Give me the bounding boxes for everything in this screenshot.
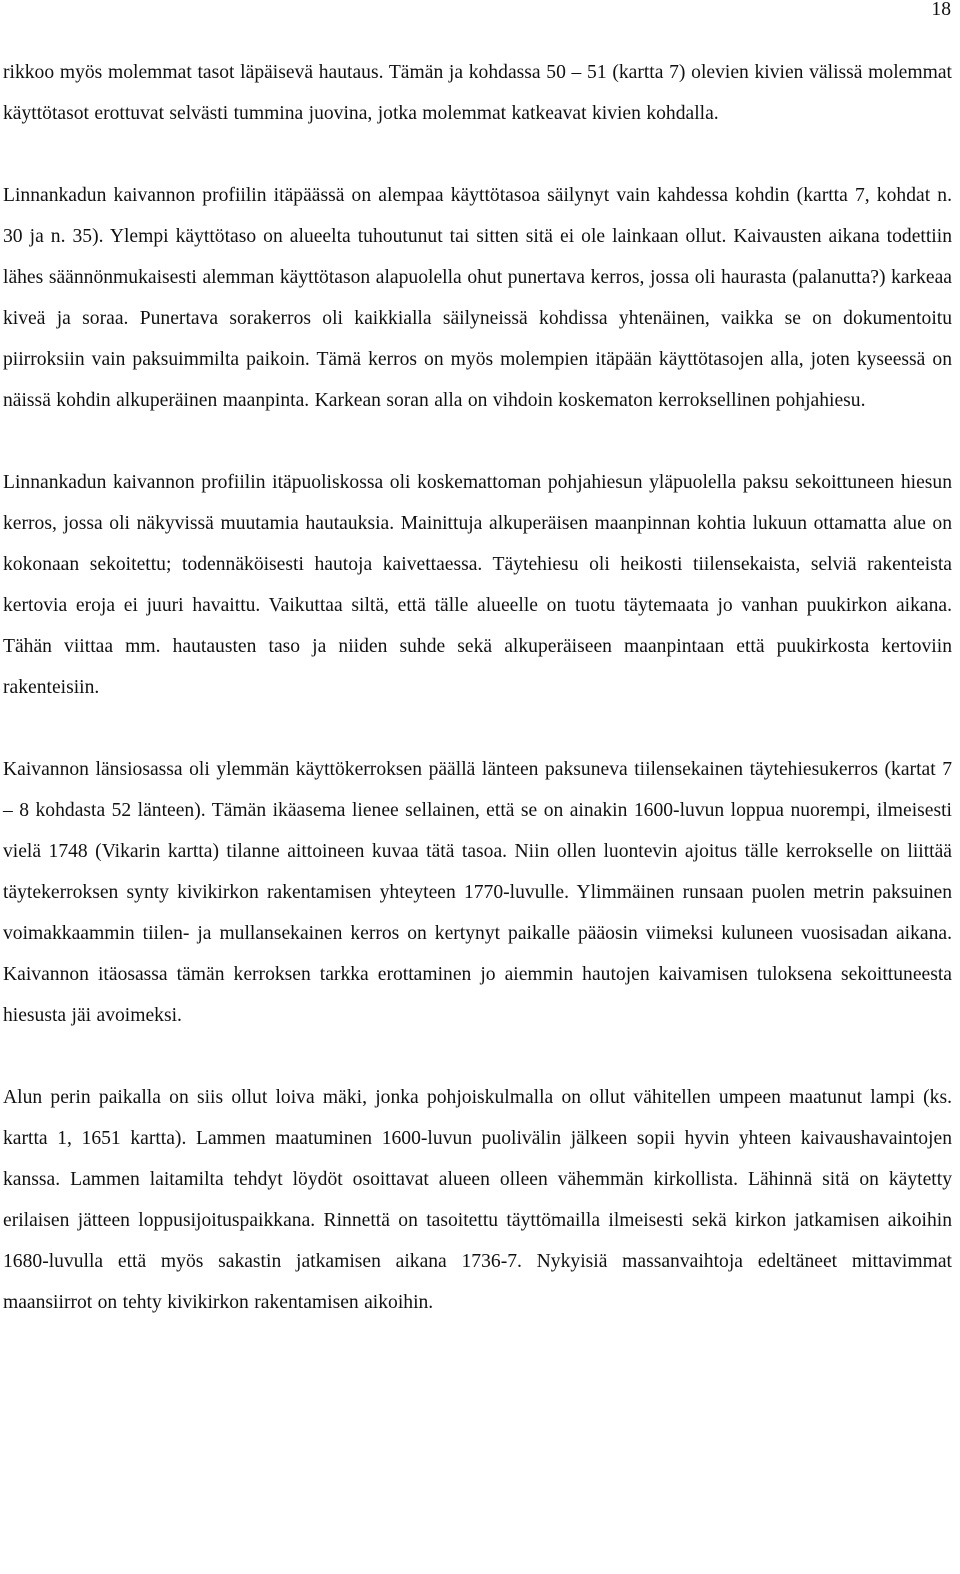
paragraph-3: Linnankadun kaivannon profiilin itäpuoliskossa oli koskemattoman pohjahiesun yläpuolella paksu sekoittuneen hiesun kerros, jossa oli näkyvissä muutamia hautauksia. Mainittuja alkuperäisen maanpinnan kohtia lukuun ottamatta alue on kokonaan sekoitettu; todennäköisesti hautoja kaivettaessa. Täytehiesu oli heikosti tiilensekaista, selviä rakenteista kertovia eroja ei juuri havaittu. Vaikuttaa siltä, että tälle alueelle on tuotu täytemaata jo vanhan puukirkon aikana. Tähän viittaa mm. hautausten taso ja niiden suhde sekä alkuperäiseen maanpintaan että puukirkosta kertoviin rakenteisiin. bbox=[3, 472, 952, 698]
paragraph-1: rikkoo myös molemmat tasot läpäisevä hautaus. Tämän ja kohdassa 50 – 51 (kartta 7) olevien kivien välissä molemmat käyttötasot erottuvat selvästi tummina juovina, jotka molemmat katkeavat kivien kohdalla. bbox=[3, 62, 952, 124]
paragraph-5: Alun perin paikalla on siis ollut loiva mäki, jonka pohjoiskulmalla on ollut vähitellen umpeen maatunut lampi (ks. kartta 1, 1651 kartta). Lammen maatuminen 1600-luvun puolivälin jälkeen sopii hyvin yhteen kaivaushavaintojen kanssa. Lammen laitamilta tehdyt löydöt osoittavat alueen olleen vähemmän kirkollista. Lähinnä sitä on käytetty erilaisen jätteen loppusijoituspaikkana. Rinnettä on tasoitettu täyttömailla ilmeisesti sekä kirkon jatkamisen aikoihin 1680-luvulla että myös sakastin jatkamisen aikana 1736-7. Nykyisiä massanvaihtoja edeltäneet mittavimmat maansiirrot on tehty kivikirkon rakentamisen aikoihin. bbox=[3, 1087, 952, 1313]
paragraph-2: Linnankadun kaivannon profiilin itäpäässä on alempaa käyttötasoa säilynyt vain kahdessa kohdin (kartta 7, kohdat n. 30 ja n. 35). Ylempi käyttötaso on alueelta tuhoutunut tai sitten sitä ei ole lainkaan ollut. Kaivausten aikana todettiin lähes säännönmukaisesti alemman käyttötason alapuolella ohut punertava kerros, jossa oli haurasta (palanutta?) karkeaa kiveä ja soraa. Punertava sorakerros oli kaikkialla säilyneissä kohdissa yhtenäinen, vaikka se on dokumentoitu piirroksiin vain paksuimmilta paikoin. Tämä kerros on myös molempien itäpään käyttötasojen alla, joten kyseessä on näissä kohdin alkuperäinen maanpinta. Karkean soran alla on vihdoin koskematon kerroksellinen pohjahiesu. bbox=[3, 185, 952, 411]
page-number: 18 bbox=[931, 0, 951, 20]
paragraph-4: Kaivannon länsiosassa oli ylemmän käyttökerroksen päällä länteen paksuneva tiilensekainen täytehiesukerros (kartat 7 – 8 kohdasta 52 länteen). Tämän ikäasema lienee sellainen, että se on ainakin 1600-luvun loppua nuorempi, ilmeisesti vielä 1748 (Vikarin kartta) tilanne aittoineen kuvaa tätä tasoa. Niin ollen luontevin ajoitus tälle kerrokselle on liittää täytekerroksen synty kivikirkon rakentamisen yhteyteen 1770-luvulle. Ylimmäinen runsaan puolen metrin paksuinen voimakkaammin tiilen- ja mullansekainen kerros on kertynyt paikalle pääosin viimeksi kuluneen vuosisadan aikana. Kaivannon itäosassa tämän kerroksen tarkka erottaminen jo aiemmin hautojen kaivamisen tuloksena sekoittuneesta hiesusta jäi avoimeksi. bbox=[3, 759, 952, 1026]
